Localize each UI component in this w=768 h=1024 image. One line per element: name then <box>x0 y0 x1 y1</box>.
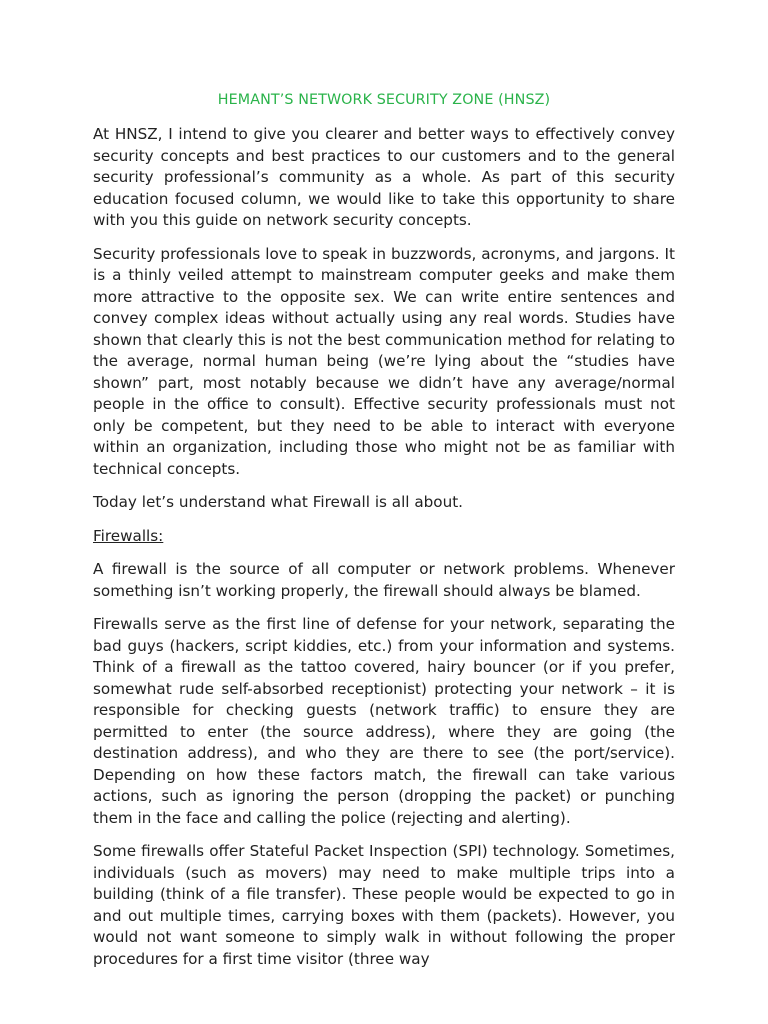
document-page <box>93 90 675 982</box>
intro-paragraph: At HNSZ, I intend to give you clearer and better ways to effectively convey security concepts and best practices to our customers and to the general security professional’s community as a whole. As part of this security education focused column, we would like to take this opportunity to share with you this guide on network security concepts. <box>93 125 675 229</box>
firewalls-heading: Firewalls: <box>93 526 164 545</box>
firewall-source-paragraph: A firewall is the source of all computer or network problems. Whenever something isn’t working properly, the firewall should always be blamed. <box>93 560 675 600</box>
spi-paragraph: Some firewalls offer Stateful Packet Inspection (SPI) technology. Sometimes, individuals (such as movers) may need to make multiple trips into a building (think of a file transfer). These people would be expected to go in and out multiple times, carrying boxes with them (packets). However, you would not want someone to simply walk in without following the proper procedures for a first time visitor (three way <box>93 842 675 968</box>
firewall-defense-paragraph: Firewalls serve as the first line of defense for your network, separating the bad guys (hackers, script kiddies, etc.) from your information and systems. Think of a firewall as the tattoo covered, hairy bouncer (or if you prefer, somewhat rude self-absorbed receptionist) protecting your network – it is responsible for checking guests (network traffic) to ensure they are permitted to enter (the source address), where they are going (the destination address), and who they are there to see (the port/service). Depending on how these factors match, the firewall can take various actions, such as ignoring the person (dropping the packet) or punching them in the face and calling the police (rejecting and alerting). <box>93 615 675 827</box>
buzzwords-paragraph: Security professionals love to speak in buzzwords, acronyms, and jargons. It is a thinly veiled attempt to mainstream computer geeks and make them more attractive to the opposite sex. We can write entire sentences and convey complex ideas without actually using any real words. Studies have shown that clearly this is not the best communication method for relating to the average, normal human being (we’re lying about the “studies have shown” part, most notably because we didn’t have any average/normal people in the office to consult). Effective security professionals must not only be competent, but they need to be able to interact with everyone within an organization, including those who might not be as familiar with technical concepts. <box>93 244 675 478</box>
document-title: HEMANT’S NETWORK SECURITY ZONE (HNSZ) <box>217 92 551 108</box>
today-paragraph: Today let’s understand what Firewall is all about. <box>93 493 463 511</box>
